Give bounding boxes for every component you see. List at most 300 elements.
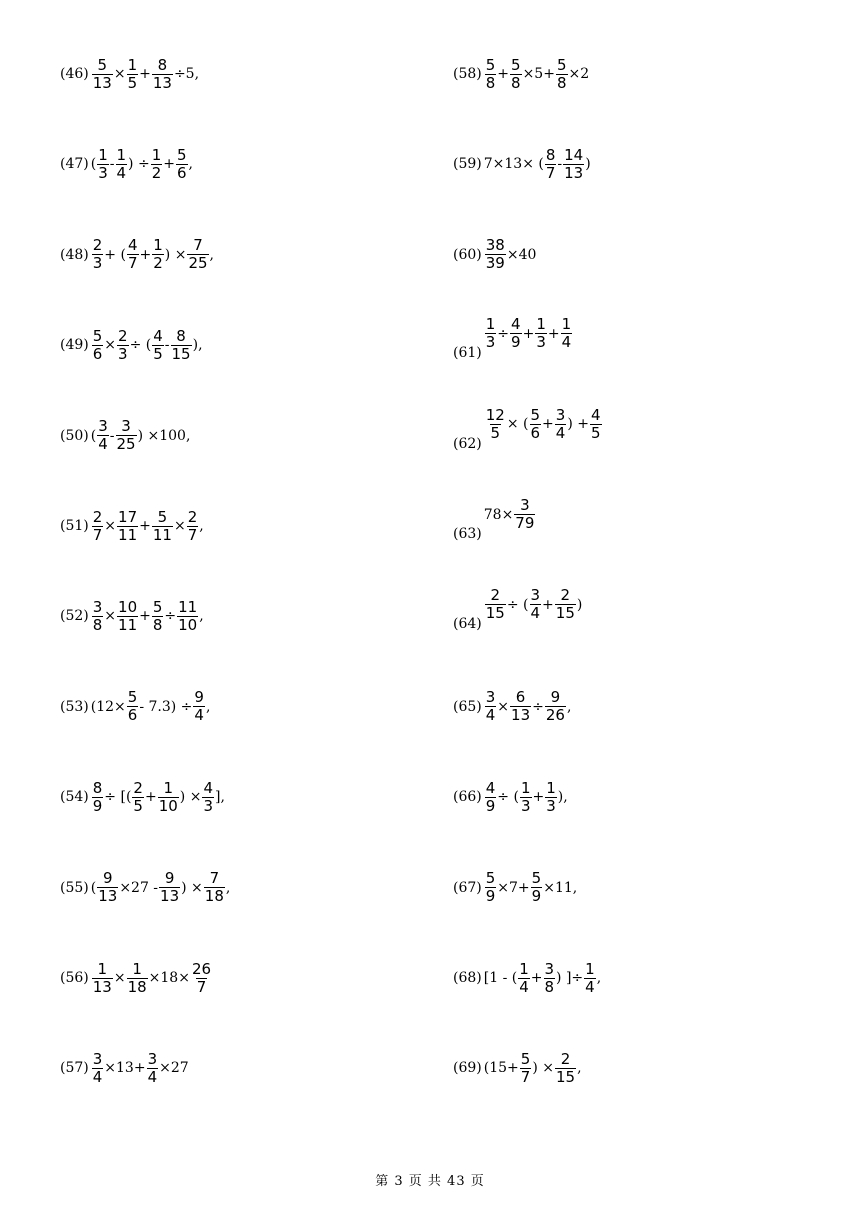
fraction: [97, 147, 109, 182]
problem-49: [60, 327, 203, 363]
expression: [91, 961, 213, 996]
denominator: 6: [92, 344, 103, 363]
numerator: 7: [193, 236, 203, 255]
numerator: 38: [485, 236, 505, 255]
fraction: [127, 961, 148, 996]
fraction: [556, 57, 568, 92]
denominator: 5: [153, 344, 163, 363]
denominator: 4: [519, 977, 529, 996]
fraction: [152, 599, 164, 634]
denominator: 5: [490, 423, 501, 442]
numerator: 9: [194, 688, 204, 707]
operator-text: ×5+: [522, 66, 555, 82]
denominator: 4: [92, 1067, 103, 1086]
fraction: [520, 780, 532, 815]
operator-text: ) ]÷: [556, 970, 584, 986]
fraction: [152, 328, 164, 363]
fraction: [584, 961, 596, 996]
operator-text: ,: [209, 246, 214, 263]
numerator: 1: [519, 959, 529, 978]
fraction: [510, 689, 531, 724]
numerator: 1: [520, 778, 531, 797]
denominator: 4: [585, 977, 595, 996]
operator-text: ,: [596, 970, 602, 986]
numerator: 1: [151, 145, 162, 164]
fraction: [563, 147, 584, 182]
problem-67: [453, 870, 577, 906]
problem-62: [453, 405, 603, 454]
fraction: [177, 599, 198, 634]
operator-text: (12×: [90, 698, 126, 715]
problem-51: [60, 508, 204, 544]
expression: [484, 57, 589, 92]
operator-text: ×: [104, 337, 117, 354]
fraction: [544, 961, 556, 996]
numerator: 2: [133, 778, 143, 797]
operator-text: +: [497, 66, 510, 82]
operator-text: ×11,: [543, 879, 578, 896]
operator-text: ) ×100,: [137, 427, 191, 444]
denominator: 3: [536, 333, 546, 352]
numerator: 3: [92, 1049, 103, 1068]
problem-55: [60, 870, 230, 906]
numerator: 5: [511, 55, 521, 74]
fraction: [171, 328, 192, 363]
fraction: [514, 497, 535, 532]
problem-65: [453, 689, 571, 725]
numerator: 5: [531, 869, 542, 888]
fraction: [92, 328, 104, 363]
fraction: [204, 870, 225, 905]
operator-text: ÷: [532, 698, 544, 715]
numerator: 3: [555, 405, 566, 424]
expression: [484, 961, 601, 996]
denominator: 8: [556, 73, 567, 92]
fraction: [530, 587, 542, 622]
numerator: 2: [560, 586, 571, 605]
fraction: [530, 407, 542, 442]
operator-text: -: [109, 156, 115, 173]
denominator: 18: [204, 887, 224, 906]
numerator: 3: [530, 586, 541, 605]
operator-text: ,: [188, 156, 193, 173]
numerator: 5: [97, 55, 108, 74]
fraction: [555, 587, 576, 622]
operator-text: ,: [566, 698, 572, 715]
fraction: [132, 780, 144, 815]
expression: [484, 587, 583, 622]
expression: [484, 1051, 582, 1086]
denominator: 3: [485, 333, 496, 352]
problem-50: [60, 418, 190, 454]
operator-text: [1 - (: [483, 970, 518, 986]
numerator: 8: [157, 55, 168, 74]
operator-text: 78×: [483, 506, 514, 523]
denominator: 11: [152, 525, 172, 544]
numerator: 8: [176, 326, 186, 345]
operator-text: ÷: [164, 608, 177, 625]
operator-text: ×18×: [148, 970, 190, 986]
denominator: 13: [92, 977, 112, 996]
fraction: [116, 418, 137, 453]
operator-text: +: [532, 789, 545, 806]
denominator: 18: [127, 977, 147, 996]
expression: [91, 780, 225, 815]
operator-text: ×: [173, 518, 186, 534]
operator-text: ×40: [506, 246, 537, 263]
operator-text: × (: [506, 416, 529, 433]
fraction: [117, 509, 138, 544]
operator-text: + (: [104, 246, 126, 263]
fraction: [127, 689, 139, 724]
operator-text: -: [557, 156, 563, 173]
fraction: [176, 147, 188, 182]
denominator: 10: [178, 615, 198, 634]
denominator: 2: [151, 163, 162, 182]
numerator: 4: [511, 315, 521, 334]
denominator: 11: [118, 525, 138, 544]
operator-text: ) ÷: [128, 156, 150, 173]
problem-58: [453, 56, 589, 92]
numerator: 1: [163, 778, 173, 797]
denominator: 4: [485, 706, 496, 725]
expression: [484, 497, 537, 532]
numerator: 17: [118, 507, 138, 526]
fraction: [92, 57, 113, 92]
numerator: 2: [490, 586, 501, 605]
denominator: 4: [555, 423, 566, 442]
expression: [91, 237, 214, 272]
numerator: 9: [164, 869, 175, 888]
operator-text: +: [163, 156, 175, 173]
problem-46: [60, 56, 199, 92]
expression: [91, 509, 204, 544]
problem-56: [60, 960, 213, 996]
problem-number: (53): [60, 698, 89, 715]
operator-text: +: [139, 518, 151, 534]
numerator: 6: [515, 688, 526, 707]
numerator: 4: [485, 778, 496, 797]
numerator: 9: [102, 869, 113, 888]
fraction: [127, 57, 139, 92]
numerator: 5: [152, 597, 163, 616]
problem-number: (59): [453, 156, 482, 173]
fraction: [535, 316, 547, 351]
denominator: 11: [118, 615, 138, 634]
operator-text: ÷: [497, 325, 510, 342]
page-footer: 第 3 页 共 43 页: [375, 1174, 485, 1189]
fraction: [193, 689, 205, 724]
numerator: 8: [92, 778, 103, 797]
fraction: [92, 780, 104, 815]
operator-text: +: [139, 246, 152, 263]
operator-text: ): [585, 156, 591, 173]
operator-text: ÷ [(: [104, 789, 132, 806]
denominator: 8: [92, 615, 103, 634]
fraction: [92, 961, 113, 996]
expression: [484, 407, 603, 442]
problem-number: (63): [453, 526, 482, 542]
fraction: [127, 237, 139, 272]
expression: [91, 328, 203, 363]
operator-text: ÷ (: [129, 337, 152, 354]
fraction: [545, 780, 557, 815]
operator-text: (: [90, 156, 97, 173]
fraction: [92, 509, 104, 544]
numerator: 3: [520, 496, 530, 514]
problem-number: (46): [60, 66, 89, 82]
denominator: 15: [171, 344, 191, 363]
fraction: [92, 599, 104, 634]
denominator: 6: [127, 706, 138, 725]
numerator: 1: [561, 315, 572, 334]
denominator: 8: [511, 73, 521, 92]
denominator: 2: [153, 254, 163, 273]
numerator: 1: [127, 55, 138, 74]
problem-53: [60, 689, 210, 725]
operator-text: ],: [214, 789, 225, 806]
denominator: 26: [545, 706, 565, 725]
denominator: 9: [485, 887, 496, 906]
operator-text: ) +: [567, 416, 589, 433]
problem-63: [453, 496, 536, 544]
fraction: [531, 870, 543, 905]
fraction: [555, 407, 567, 442]
operator-text: ×27: [159, 1060, 189, 1077]
expression: [91, 689, 211, 724]
fraction: [117, 599, 138, 634]
expression: [91, 418, 191, 453]
denominator: 6: [530, 423, 541, 442]
problem-number: (67): [453, 879, 482, 896]
problem-61: [453, 315, 573, 363]
problem-69: [453, 1050, 582, 1086]
fraction: [485, 237, 506, 272]
denominator: 8: [152, 615, 163, 634]
fraction: [485, 57, 497, 92]
operator-text: (: [90, 879, 97, 896]
numerator: 4: [127, 236, 138, 255]
expression: [91, 1051, 189, 1086]
denominator: 3: [98, 163, 108, 182]
problem-number: (65): [453, 698, 482, 715]
expression: [484, 689, 572, 724]
problem-66: [453, 779, 568, 815]
denominator: 6: [176, 163, 187, 182]
numerator: 3: [544, 959, 555, 978]
numerator: 3: [98, 417, 108, 436]
denominator: 10: [158, 796, 178, 815]
denominator: 8: [485, 73, 496, 92]
operator-text: ×: [113, 66, 126, 82]
denominator: 13: [98, 887, 118, 906]
denominator: 39: [485, 254, 505, 273]
numerator: 2: [118, 326, 128, 345]
problem-number: (49): [60, 337, 89, 354]
problem-number: (64): [453, 616, 482, 633]
denominator: 7: [196, 977, 207, 996]
fraction: [147, 1051, 159, 1086]
expression: [91, 147, 193, 182]
numerator: 26: [191, 959, 212, 978]
problem-48: [60, 237, 214, 273]
denominator: 15: [555, 604, 575, 623]
operator-text: ) ×: [164, 246, 187, 263]
numerator: 5: [530, 405, 541, 424]
fraction: [187, 509, 199, 544]
operator-text: +: [522, 325, 535, 342]
denominator: 13: [564, 163, 584, 182]
numerator: 9: [550, 688, 561, 707]
numerator: 2: [92, 236, 103, 255]
problem-number: (69): [453, 1060, 482, 1077]
operator-text: +: [542, 596, 554, 613]
denominator: 9: [485, 796, 496, 815]
denominator: 15: [485, 604, 505, 623]
numerator: 1: [536, 315, 546, 334]
problem-number: (57): [60, 1060, 89, 1077]
fraction: [97, 870, 118, 905]
denominator: 9: [511, 333, 521, 352]
denominator: 7: [187, 525, 198, 544]
fraction: [485, 780, 497, 815]
expression: [484, 870, 577, 905]
problem-59: [453, 146, 591, 182]
denominator: 3: [546, 796, 556, 815]
denominator: 7: [520, 1067, 531, 1086]
operator-text: -: [164, 337, 170, 354]
numerator: 2: [92, 507, 103, 526]
denominator: 4: [194, 706, 204, 725]
operator-text: -: [109, 427, 115, 444]
problem-57: [60, 1050, 189, 1086]
fraction: [510, 316, 522, 351]
problem-number: (61): [453, 345, 482, 362]
fraction: [191, 961, 212, 996]
fraction: [152, 509, 173, 544]
fraction: [202, 780, 214, 815]
operator-text: ×: [104, 518, 117, 534]
expression: [91, 57, 199, 92]
denominator: 13: [92, 73, 112, 92]
operator-text: ÷ (: [497, 789, 519, 806]
operator-text: - 7.3) ÷: [139, 698, 193, 715]
fraction: [520, 1051, 532, 1086]
denominator: 13: [511, 706, 531, 725]
operator-text: ÷ (: [506, 596, 529, 613]
operator-text: ×27 -: [119, 879, 159, 896]
numerator: 1: [116, 145, 127, 164]
denominator: 4: [98, 435, 108, 454]
numerator: 5: [485, 869, 496, 888]
fraction: [187, 237, 208, 272]
expression: [91, 599, 204, 634]
numerator: 4: [203, 778, 213, 797]
operator-text: ÷5,: [173, 66, 200, 82]
problem-number: (48): [60, 246, 89, 263]
numerator: 12: [485, 405, 505, 424]
operator-text: (: [90, 427, 97, 444]
fraction: [510, 57, 522, 92]
operator-text: ,: [577, 1060, 582, 1077]
problem-54: [60, 779, 225, 815]
problem-60: [453, 237, 536, 273]
denominator: 3: [520, 796, 531, 815]
operator-text: ×7+: [497, 879, 530, 896]
numerator: 3: [92, 597, 103, 616]
numerator: 1: [485, 315, 496, 334]
numerator: 11: [178, 597, 198, 616]
denominator: 79: [515, 514, 535, 532]
problem-number: (62): [453, 435, 482, 452]
fraction: [555, 1051, 576, 1086]
denominator: 3: [92, 254, 103, 273]
operator-text: +: [542, 416, 554, 433]
problem-number: (52): [60, 608, 89, 625]
operator-text: ×13+: [104, 1060, 146, 1077]
numerator: 3: [121, 417, 131, 436]
numerator: 5: [157, 507, 168, 526]
expression: [484, 780, 568, 815]
denominator: 3: [203, 796, 213, 815]
denominator: 25: [188, 254, 208, 273]
numerator: 1: [132, 959, 142, 978]
numerator: 1: [546, 778, 556, 797]
denominator: 7: [92, 525, 103, 544]
numerator: 2: [560, 1049, 571, 1068]
fraction: [152, 237, 164, 272]
operator-text: ,: [199, 518, 204, 534]
operator-text: ×: [497, 698, 510, 715]
numerator: 4: [590, 405, 601, 424]
operator-text: +: [530, 970, 543, 986]
problem-number: (68): [453, 970, 482, 986]
operator-text: +: [139, 608, 151, 625]
fraction: [545, 689, 566, 724]
operator-text: ) ×: [532, 1060, 554, 1077]
fraction: [151, 147, 163, 182]
numerator: 10: [118, 597, 138, 616]
denominator: 5: [133, 796, 143, 815]
numerator: 5: [127, 688, 138, 707]
numerator: 8: [545, 145, 556, 164]
fraction: [485, 316, 497, 351]
operator-text: 7×13× (: [483, 156, 544, 173]
fraction: [152, 57, 173, 92]
denominator: 7: [127, 254, 138, 273]
fraction: [590, 407, 602, 442]
numerator: 1: [585, 959, 595, 978]
denominator: 7: [545, 163, 556, 182]
denominator: 9: [92, 796, 103, 815]
problem-number: (58): [453, 66, 482, 82]
problem-number: (47): [60, 156, 89, 173]
denominator: 8: [544, 977, 555, 996]
denominator: 4: [116, 163, 127, 182]
operator-text: ×2: [568, 66, 590, 82]
numerator: 1: [97, 959, 108, 978]
fraction: [116, 147, 128, 182]
numerator: 5: [556, 55, 567, 74]
operator-text: ) ×: [181, 879, 203, 896]
operator-text: ),: [192, 337, 203, 354]
problem-47: [60, 146, 193, 182]
numerator: 5: [485, 55, 496, 74]
expression: [484, 316, 573, 351]
operator-text: ,: [205, 698, 211, 715]
operator-text: ×: [113, 970, 126, 986]
numerator: 14: [564, 145, 584, 164]
